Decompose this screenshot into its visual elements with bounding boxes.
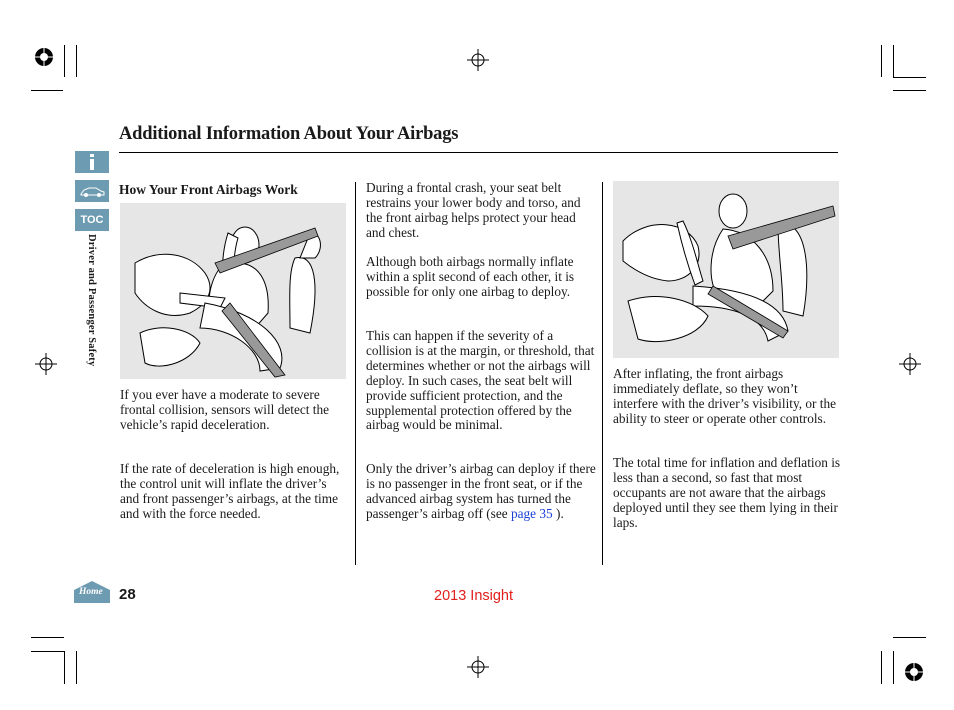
airbag-deflated-figure	[613, 181, 839, 358]
car-icon	[75, 180, 109, 202]
airbag-inflating-figure	[120, 203, 346, 379]
info-tab-button[interactable]	[75, 151, 109, 173]
paragraph: If you ever have a moderate to severe frontal collision, sensors will detect the vehicle’s rapid deceleration.	[120, 387, 330, 432]
home-label: Home	[79, 587, 103, 597]
car-tab-button[interactable]	[75, 180, 109, 202]
paragraph: Although both airbags normally inflate within a split second of each other, it is possible for only one airbag to deploy.	[366, 254, 575, 299]
crop-mark	[31, 90, 63, 91]
footer-model: 2013 Insight	[434, 588, 514, 604]
crop-mark	[31, 651, 64, 652]
crop-mark	[31, 637, 64, 638]
crosshair-icon	[35, 353, 57, 375]
page-link[interactable]: page 35	[510, 505, 553, 521]
crop-mark	[893, 77, 926, 78]
section-subheading: How Your Front Airbags Work	[119, 182, 298, 197]
home-button[interactable]	[74, 580, 110, 604]
crop-mark	[881, 651, 882, 684]
crop-mark	[881, 45, 882, 77]
section-label: Driver and Passenger Safety	[86, 234, 97, 367]
toc-label: TOC	[80, 214, 104, 226]
paragraph: If the rate of deceleration is high enough, the control unit will inflate the driver’s and front passenger’s airbags, at the time and with the force needed.	[120, 461, 340, 521]
info-icon	[75, 151, 109, 173]
crop-mark	[893, 90, 926, 91]
crop-mark	[893, 651, 894, 684]
column-divider	[355, 182, 356, 565]
paragraph	[366, 462, 596, 522]
column-divider	[602, 182, 603, 565]
crop-mark	[64, 45, 65, 77]
registration-target-icon	[33, 46, 55, 68]
paragraph: During a frontal crash, your seat belt restrains your lower body and torso, and the front airbag helps protect your head and chest.	[366, 180, 581, 240]
crop-mark	[893, 637, 926, 638]
airbag-illustration-inflating	[120, 203, 346, 379]
paragraph-text-end: ).	[556, 505, 564, 521]
crop-mark	[893, 45, 894, 77]
crosshair-icon	[899, 353, 921, 375]
paragraph: After inflating, the front airbags immediately deflate, so they won’t interfere with the driver’s visibility, or the ability to steer or operate other controls.	[613, 366, 837, 426]
airbag-illustration-deflated	[613, 181, 839, 358]
registration-target-icon	[903, 661, 925, 683]
title-divider	[119, 152, 838, 153]
crop-mark	[76, 45, 77, 77]
crop-mark	[64, 651, 65, 684]
page-title: Additional Information About Your Airbags	[119, 124, 459, 144]
paragraph-text: Only the driver’s airbag can deploy if there is no passenger in the front seat, or if the advanced airbag system has turned the passenger’s airbag off (see	[366, 461, 596, 521]
paragraph: This can happen if the severity of a collision is at the margin, or threshold, that determines whether or not the airbags will deploy. In such cases, the seat belt will provide sufficient protection, and the supplemental protection offered by the airbag would be minimal.	[366, 328, 595, 433]
toc-tab-button[interactable]	[75, 209, 109, 231]
crosshair-icon	[467, 656, 489, 678]
crop-mark	[76, 651, 77, 684]
crosshair-icon	[467, 49, 489, 71]
paragraph: The total time for inflation and deflation is less than a second, so fast that most occupants are not aware that the airbags deployed until they see them lying in their laps.	[613, 455, 841, 530]
page-number: 28	[119, 586, 136, 603]
